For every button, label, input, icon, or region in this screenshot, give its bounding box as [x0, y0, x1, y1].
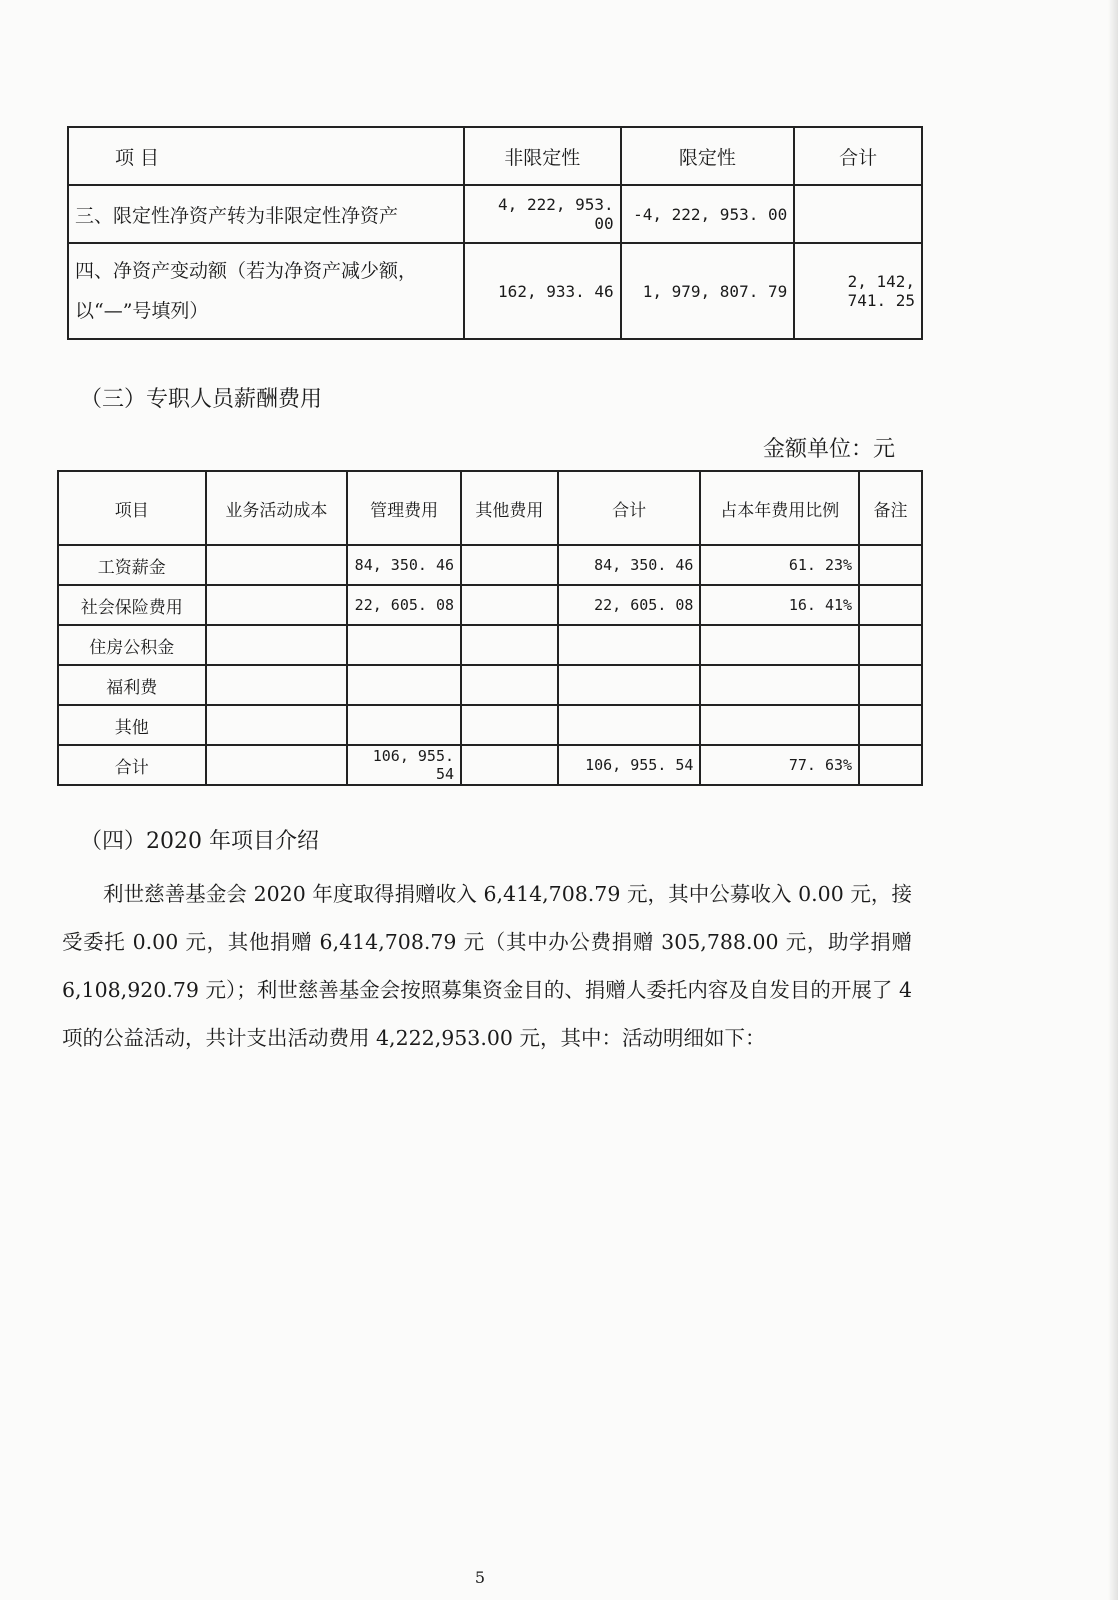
row-admin	[347, 625, 461, 665]
row-other	[461, 625, 558, 665]
row-admin	[347, 665, 461, 705]
header-restricted: 限定性	[621, 127, 795, 185]
row-admin: 22, 605. 08	[347, 585, 461, 625]
header-total: 合计	[794, 127, 922, 185]
row-total: 84, 350. 46	[558, 545, 701, 585]
row-admin: 84, 350. 46	[347, 545, 461, 585]
row-business	[206, 585, 348, 625]
table-row	[58, 545, 922, 585]
row-ratio: 16. 41%	[700, 585, 859, 625]
row-unrestricted: 162, 933. 46	[464, 243, 621, 339]
row-total	[558, 705, 701, 745]
row-note	[859, 665, 922, 705]
row-ratio: 61. 23%	[700, 545, 859, 585]
section4-title: （四）2020 年项目介绍	[80, 829, 319, 854]
row-item: 三、限定性净资产转为非限定性净资产	[68, 185, 464, 243]
paragraph-text: 利世慈善基金会 2020 年度取得捐赠收入 6,414,708.79 元，其中公募收入 0.00 元，接受委托 0.00 元，其他捐赠 6,414,708.79 元（其中办公费捐赠 305,788.00 元，助学捐赠 6,108,920.79 元）；利世慈善基金会按照募集资金目的、捐赠人委托内容及自发目的开展了 4 项的公益活动，共计支出活动费用 4,222,953.00 元，其中：活动明细如下：	[62, 882, 912, 1050]
row-business	[206, 545, 348, 585]
row-admin: 106, 955. 54	[347, 745, 461, 785]
page-edge-shadow	[1108, 0, 1118, 1600]
row-ratio	[700, 625, 859, 665]
row-total: 2, 142, 741. 25	[794, 243, 922, 339]
row-total	[558, 665, 701, 705]
row-business	[206, 665, 348, 705]
row-admin	[347, 705, 461, 745]
row-total	[558, 625, 701, 665]
row-note	[859, 705, 922, 745]
header-note: 备注	[859, 471, 922, 545]
header-other-cost: 其他费用	[461, 471, 558, 545]
row-other	[461, 745, 558, 785]
table-row	[58, 585, 922, 625]
row-note	[859, 745, 922, 785]
unit-label: 金额单位：元	[762, 437, 895, 462]
row-other	[461, 665, 558, 705]
row-unrestricted: 4, 222, 953. 00	[464, 185, 621, 243]
table-row	[58, 745, 922, 785]
table-row	[58, 625, 922, 665]
row-item: 社会保险费用	[58, 585, 206, 625]
table-row	[68, 243, 922, 339]
row-item: 其他	[58, 705, 206, 745]
row-total: 106, 955. 54	[558, 745, 701, 785]
row-business	[206, 705, 348, 745]
row-other	[461, 545, 558, 585]
row-note	[859, 585, 922, 625]
row-other	[461, 705, 558, 745]
table-header-row	[68, 127, 922, 185]
row-other	[461, 585, 558, 625]
header-admin-cost: 管理费用	[347, 471, 461, 545]
row-business	[206, 625, 348, 665]
row-item	[68, 243, 464, 339]
row-restricted: 1, 979, 807. 79	[621, 243, 795, 339]
header-business-cost: 业务活动成本	[206, 471, 348, 545]
row-item: 合计	[58, 745, 206, 785]
row-item: 工资薪金	[58, 545, 206, 585]
table-row	[58, 665, 922, 705]
header-item: 项目	[58, 471, 206, 545]
table-header-row	[58, 471, 922, 545]
row-item-line2: 以“—”号填列）	[75, 300, 209, 322]
row-total: 22, 605. 08	[558, 585, 701, 625]
salary-table	[57, 470, 923, 786]
header-total: 合计	[558, 471, 701, 545]
row-note	[859, 625, 922, 665]
row-ratio	[700, 665, 859, 705]
row-total	[794, 185, 922, 243]
row-item-line1: 四、净资产变动额（若为净资产减少额，	[75, 260, 418, 282]
row-note	[859, 545, 922, 585]
net-assets-table	[67, 126, 923, 340]
row-item: 福利费	[58, 665, 206, 705]
header-unrestricted: 非限定性	[464, 127, 621, 185]
row-ratio: 77. 63%	[700, 745, 859, 785]
project-intro-paragraph	[62, 870, 912, 1062]
header-ratio: 占本年费用比例	[700, 471, 859, 545]
page-number: 5	[474, 1568, 486, 1587]
row-restricted: -4, 222, 953. 00	[621, 185, 795, 243]
header-item: 项 目	[68, 127, 464, 185]
row-ratio	[700, 705, 859, 745]
table-row	[58, 705, 922, 745]
section3-title: （三）专职人员薪酬费用	[80, 387, 323, 412]
table-row	[68, 185, 922, 243]
row-business	[206, 745, 348, 785]
row-item: 住房公积金	[58, 625, 206, 665]
